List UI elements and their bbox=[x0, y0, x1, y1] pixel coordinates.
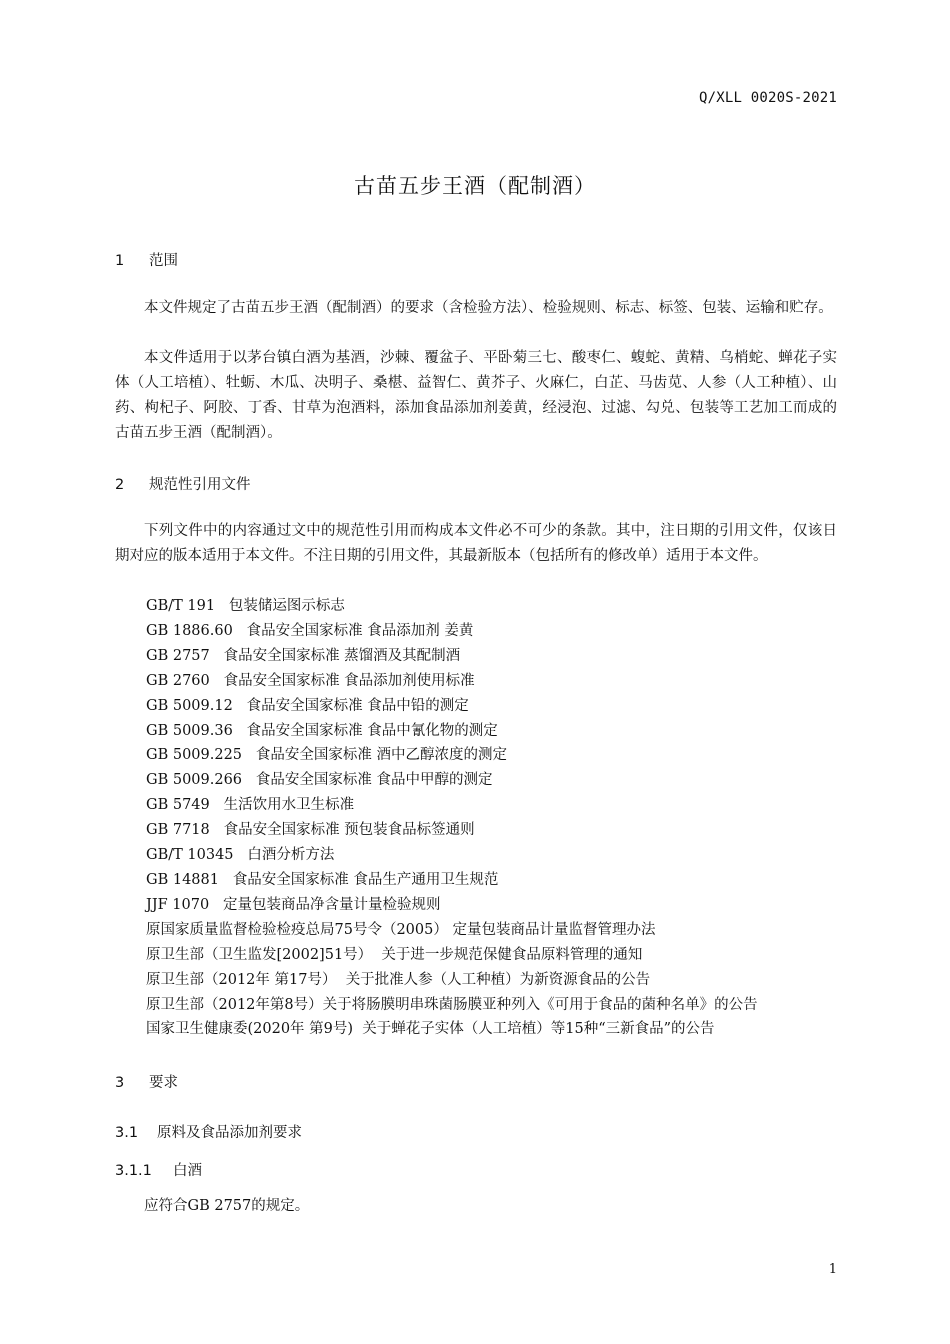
document-title: 古苗五步王酒（配制酒） bbox=[354, 174, 596, 198]
reference-item bbox=[146, 943, 866, 968]
section-title: 要求 bbox=[149, 1075, 178, 1091]
reference-code: GB 14881 bbox=[146, 871, 219, 888]
reference-title: 包装储运图示标志 bbox=[228, 598, 345, 614]
reference-item bbox=[146, 993, 866, 1018]
baijiu-requirement-paragraph: 应符合GB 2757的规定。 bbox=[144, 1198, 310, 1214]
section-3-1-heading bbox=[115, 1121, 302, 1142]
reference-code: 国家卫生健康委(2020年 第9号) bbox=[146, 1021, 354, 1038]
reference-code: GB 5009.12 bbox=[146, 697, 233, 714]
reference-item bbox=[146, 793, 866, 818]
section-title: 规范性引用文件 bbox=[149, 477, 251, 493]
reference-title: 食品安全国家标准 食品生产通用卫生规范 bbox=[232, 871, 499, 888]
reference-item bbox=[146, 743, 866, 768]
section-title: 白酒 bbox=[173, 1163, 202, 1179]
section-title: 原料及食品添加剂要求 bbox=[157, 1125, 302, 1141]
reference-item bbox=[146, 619, 866, 644]
reference-code: GB/T 191 bbox=[146, 598, 216, 614]
reference-title: 食品安全国家标准 食品中铅的测定 bbox=[246, 697, 469, 714]
reference-title: 食品安全国家标准 蒸馏酒及其配制酒 bbox=[223, 647, 461, 664]
section-3-heading bbox=[115, 1071, 178, 1092]
reference-item bbox=[146, 868, 866, 893]
reference-title: 定量包装商品净含量计量检验规则 bbox=[223, 896, 441, 913]
reference-item bbox=[146, 918, 866, 943]
reference-title: 关于蝉花子实体（人工培植）等15种“三新食品”的公告 bbox=[362, 1021, 715, 1038]
section-number: 2 bbox=[115, 477, 125, 493]
reference-title: 食品安全国家标准 食品中氰化物的测定 bbox=[246, 722, 498, 739]
section-1-heading bbox=[115, 249, 178, 270]
page-number: 1 bbox=[828, 1262, 837, 1277]
reference-code: 原卫生部（卫生监发[2002]51号） bbox=[146, 946, 373, 963]
reference-title: 食品安全国家标准 预包装食品标签通则 bbox=[223, 822, 475, 839]
section-2-heading bbox=[115, 473, 251, 494]
reference-code: GB 5009.225 bbox=[146, 747, 243, 764]
reference-item bbox=[146, 818, 866, 843]
scope-paragraph-2: 本文件适用于以茅台镇白酒为基酒，沙棘、覆盆子、平卧菊三七、酸枣仁、蝮蛇、黄精、乌梢蛇、蝉花子实体（人工培植）、牡蛎、木瓜、决明子、桑椹、益智仁、黄芥子、火麻仁，白芷、马齿苋、人参（人工种植）、山药、枸杞子、阿胶、丁香、甘草为泡酒料，添加食品添加剂姜黄，经浸泡、过滤、勾兑、包装等工艺加工而成的古苗五步王酒（配制酒）。 bbox=[115, 350, 837, 441]
reference-item bbox=[146, 893, 866, 918]
normative-references-list bbox=[146, 594, 866, 1042]
reference-item bbox=[146, 669, 866, 694]
reference-code: GB 5749 bbox=[146, 797, 210, 814]
references-intro-paragraph: 下列文件中的内容通过文中的规范性引用而构成本文件必不可少的条款。其中，注日期的引用文件，仅该日期对应的版本适用于本文件。不注日期的引用文件，其最新版本（包括所有的修改单）适用于本文件。 bbox=[115, 523, 837, 564]
reference-title: 食品安全国家标准 食品中甲醇的测定 bbox=[255, 772, 493, 789]
reference-item bbox=[146, 644, 866, 669]
reference-code: 原国家质量监督检验检疫总局75号令（2005） bbox=[146, 921, 448, 938]
section-title: 范围 bbox=[149, 253, 178, 269]
reference-code: GB 2760 bbox=[146, 672, 210, 689]
section-number: 3.1 bbox=[115, 1125, 139, 1141]
section-number: 3.1.1 bbox=[115, 1163, 152, 1179]
reference-code: GB 5009.36 bbox=[146, 722, 233, 739]
reference-title: 生活饮用水卫生标准 bbox=[223, 797, 355, 814]
reference-title: 白酒分析方法 bbox=[247, 847, 335, 864]
reference-title: 定量包装商品计量监督管理办法 bbox=[452, 921, 656, 938]
reference-title: 食品安全国家标准 酒中乙醇浓度的测定 bbox=[255, 747, 507, 764]
reference-title: 食品安全国家标准 食品添加剂 姜黄 bbox=[246, 622, 474, 639]
section-3-1-1-heading bbox=[115, 1159, 202, 1180]
reference-code: GB 1886.60 bbox=[146, 622, 233, 639]
reference-item bbox=[146, 968, 866, 993]
reference-code: GB 2757 bbox=[146, 647, 210, 664]
reference-title: 食品安全国家标准 食品添加剂使用标准 bbox=[223, 672, 475, 689]
section-number: 3 bbox=[115, 1075, 125, 1091]
standard-code: Q/XLL 0020S-2021 bbox=[698, 90, 837, 106]
reference-item bbox=[146, 594, 866, 619]
reference-title: 关于进一步规范保健食品原料管理的通知 bbox=[381, 946, 643, 963]
reference-code: GB 5009.266 bbox=[146, 772, 243, 789]
reference-item bbox=[146, 768, 866, 793]
reference-title: 关于将肠膜明串珠菌肠膜亚种列入《可用于食品的菌种名单》的公告 bbox=[322, 996, 758, 1013]
reference-item bbox=[146, 719, 866, 744]
reference-code: GB 7718 bbox=[146, 822, 210, 839]
reference-code: 原卫生部（2012年 第17号） bbox=[146, 971, 337, 988]
reference-item bbox=[146, 694, 866, 719]
reference-code: 原卫生部（2012年第8号） bbox=[146, 996, 323, 1013]
reference-item bbox=[146, 843, 866, 868]
scope-paragraph-1: 本文件规定了古苗五步王酒（配制酒）的要求（含检验方法）、检验规则、标志、标签、包装、运输和贮存。 bbox=[144, 300, 833, 316]
reference-title: 关于批准人参（人工种植）为新资源食品的公告 bbox=[345, 971, 651, 988]
section-number: 1 bbox=[115, 253, 125, 269]
reference-code: JJF 1070 bbox=[146, 896, 210, 913]
reference-item bbox=[146, 1017, 866, 1042]
reference-code: GB/T 10345 bbox=[146, 847, 234, 864]
